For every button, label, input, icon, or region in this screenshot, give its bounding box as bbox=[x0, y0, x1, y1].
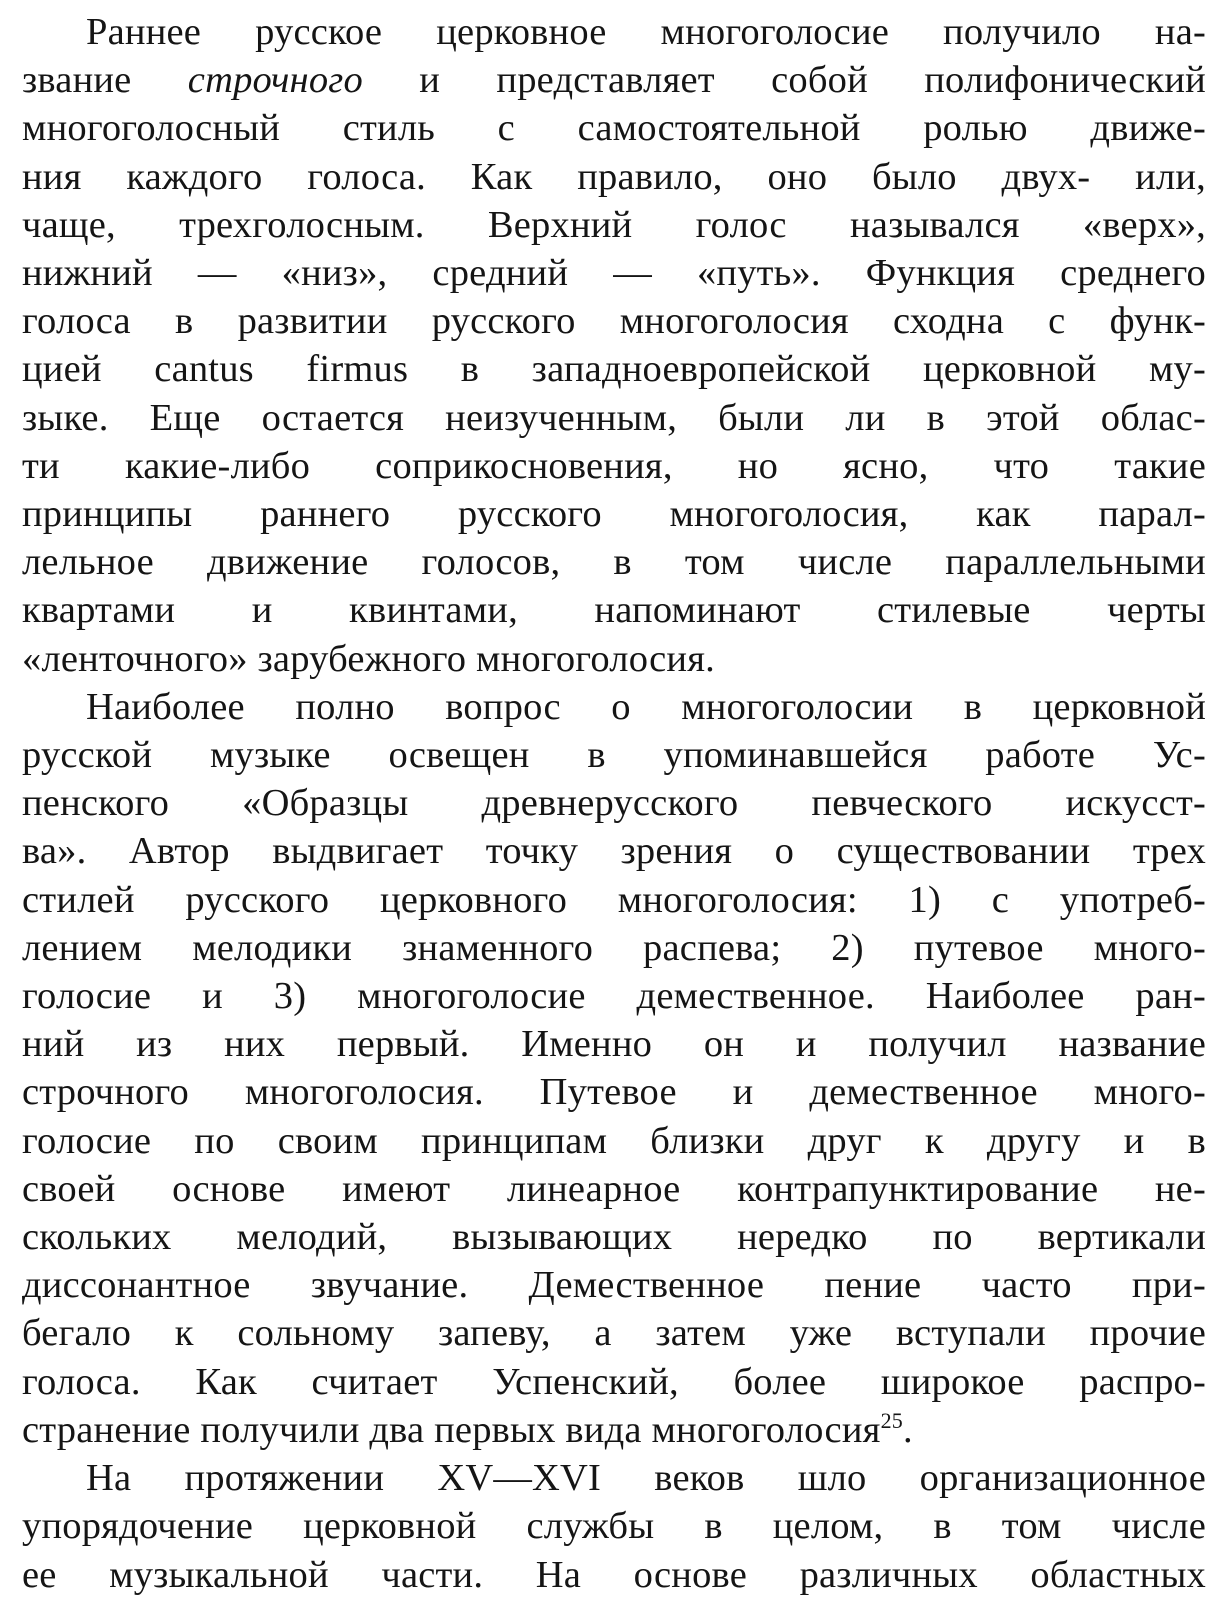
text-run: нижний — «низ», средний — «путь». Функция среднего bbox=[22, 252, 1206, 295]
text-run: ния каждого голоса. Как правило, оно было двух- или, bbox=[22, 155, 1206, 198]
text-run: Наиболее полно вопрос о многоголосии в церковной bbox=[86, 685, 1206, 728]
text-run: строчного многоголосия. Путевое и демественное много- bbox=[22, 1071, 1206, 1114]
text-run: . bbox=[902, 1408, 913, 1451]
text-run: ний из них первый. Именно он и получил название bbox=[22, 1023, 1206, 1066]
text-line bbox=[22, 1551, 1206, 1599]
text-run: лельное движение голосов, в том числе параллельными bbox=[22, 541, 1206, 584]
text-run: На протяжении XV—XVI веков шло организационное bbox=[86, 1457, 1206, 1500]
text-run: зыке. Еще остается неизученным, были ли в этой облас- bbox=[22, 396, 1206, 439]
paragraph bbox=[22, 1454, 1206, 1599]
text-line bbox=[22, 1020, 1206, 1068]
text-run: стилей русского церковного многоголосия: 1) с употреб- bbox=[22, 878, 1206, 921]
text-run: ти какие-либо соприкосновения, но ясно, что такие bbox=[22, 444, 1206, 487]
paragraph bbox=[22, 683, 1206, 1454]
text-run: цией cantus firmus в западноевропейской церковной му- bbox=[22, 348, 1206, 391]
text-line bbox=[22, 442, 1206, 490]
text-line bbox=[22, 1068, 1206, 1116]
text-run: квартами и квинтами, напоминают стилевые черты bbox=[22, 589, 1206, 632]
text-run: «ленточного» зарубежного многоголосия. bbox=[22, 637, 715, 680]
text-line bbox=[22, 1454, 1206, 1502]
text-run: упорядочение церковной службы в целом, в том числе bbox=[22, 1505, 1206, 1548]
text-line bbox=[22, 201, 1206, 249]
text-line bbox=[22, 827, 1206, 875]
text-line bbox=[22, 1117, 1206, 1165]
text-run: бегало к сольному запеву, а затем уже вступали прочие bbox=[22, 1312, 1206, 1355]
emphasized-term: строчного bbox=[187, 59, 363, 102]
text-line bbox=[22, 1309, 1206, 1357]
text-run: принципы раннего русского многоголосия, как парал- bbox=[22, 493, 1206, 536]
text-line bbox=[22, 924, 1206, 972]
text-line bbox=[22, 779, 1206, 827]
text-line bbox=[22, 345, 1206, 393]
text-run: чаще, трехголосным. Верхний голос назывался «верх», bbox=[22, 203, 1206, 246]
text-line bbox=[22, 586, 1206, 634]
text-line bbox=[22, 731, 1206, 779]
text-run: своей основе имеют линеарное контрапунктирование не- bbox=[22, 1167, 1206, 1210]
text-run: звание bbox=[22, 59, 188, 102]
text-run: Раннее русское церковное многоголосие получило на- bbox=[86, 11, 1206, 53]
paragraph bbox=[22, 8, 1206, 683]
text-run: пенского «Образцы древнерусского певческого искусст- bbox=[22, 782, 1206, 825]
text-line bbox=[22, 876, 1206, 924]
text-line bbox=[22, 635, 1206, 683]
text-run: лением мелодики знаменного распева; 2) путевое много- bbox=[22, 926, 1206, 969]
body-text bbox=[22, 8, 1206, 1599]
text-line bbox=[22, 153, 1206, 201]
text-line bbox=[22, 297, 1206, 345]
text-line bbox=[22, 538, 1206, 586]
text-run: ва». Автор выдвигает точку зрения о существовании трех bbox=[22, 830, 1206, 873]
text-line bbox=[22, 1261, 1206, 1309]
text-line bbox=[22, 1213, 1206, 1261]
text-run: скольких мелодий, вызывающих нередко по вертикали bbox=[22, 1216, 1206, 1259]
text-line bbox=[22, 490, 1206, 538]
footnote-reference: 25 bbox=[880, 1407, 903, 1433]
text-run: и представляет собой полифонический bbox=[362, 59, 1206, 102]
text-line bbox=[22, 249, 1206, 297]
text-line bbox=[22, 1358, 1206, 1406]
text-run: голосие и 3) многоголосие демественное. Наиболее ран- bbox=[22, 975, 1206, 1018]
text-line bbox=[22, 972, 1206, 1020]
text-run: диссонантное звучание. Демественное пение часто при- bbox=[22, 1264, 1206, 1307]
text-run: многоголосный стиль с самостоятельной ролью движе- bbox=[22, 107, 1206, 150]
text-run: русской музыке освещен в упоминавшейся работе Ус- bbox=[22, 734, 1206, 777]
text-line bbox=[22, 1406, 1206, 1454]
text-run: голосие по своим принципам близки друг к другу и в bbox=[22, 1119, 1206, 1162]
text-line bbox=[22, 104, 1206, 152]
text-run: голоса. Как считает Успенский, более широкое распро- bbox=[22, 1360, 1206, 1403]
text-line bbox=[22, 394, 1206, 442]
text-run: ее музыкальной части. На основе различных областных bbox=[22, 1553, 1206, 1596]
text-run: странение получили два первых вида многоголосия bbox=[22, 1408, 881, 1451]
text-line bbox=[22, 683, 1206, 731]
document-page bbox=[22, 8, 1206, 1596]
text-line bbox=[22, 8, 1206, 56]
text-run: голоса в развитии русского многоголосия сходна с функ- bbox=[22, 300, 1206, 343]
text-line bbox=[22, 56, 1206, 104]
text-line bbox=[22, 1165, 1206, 1213]
